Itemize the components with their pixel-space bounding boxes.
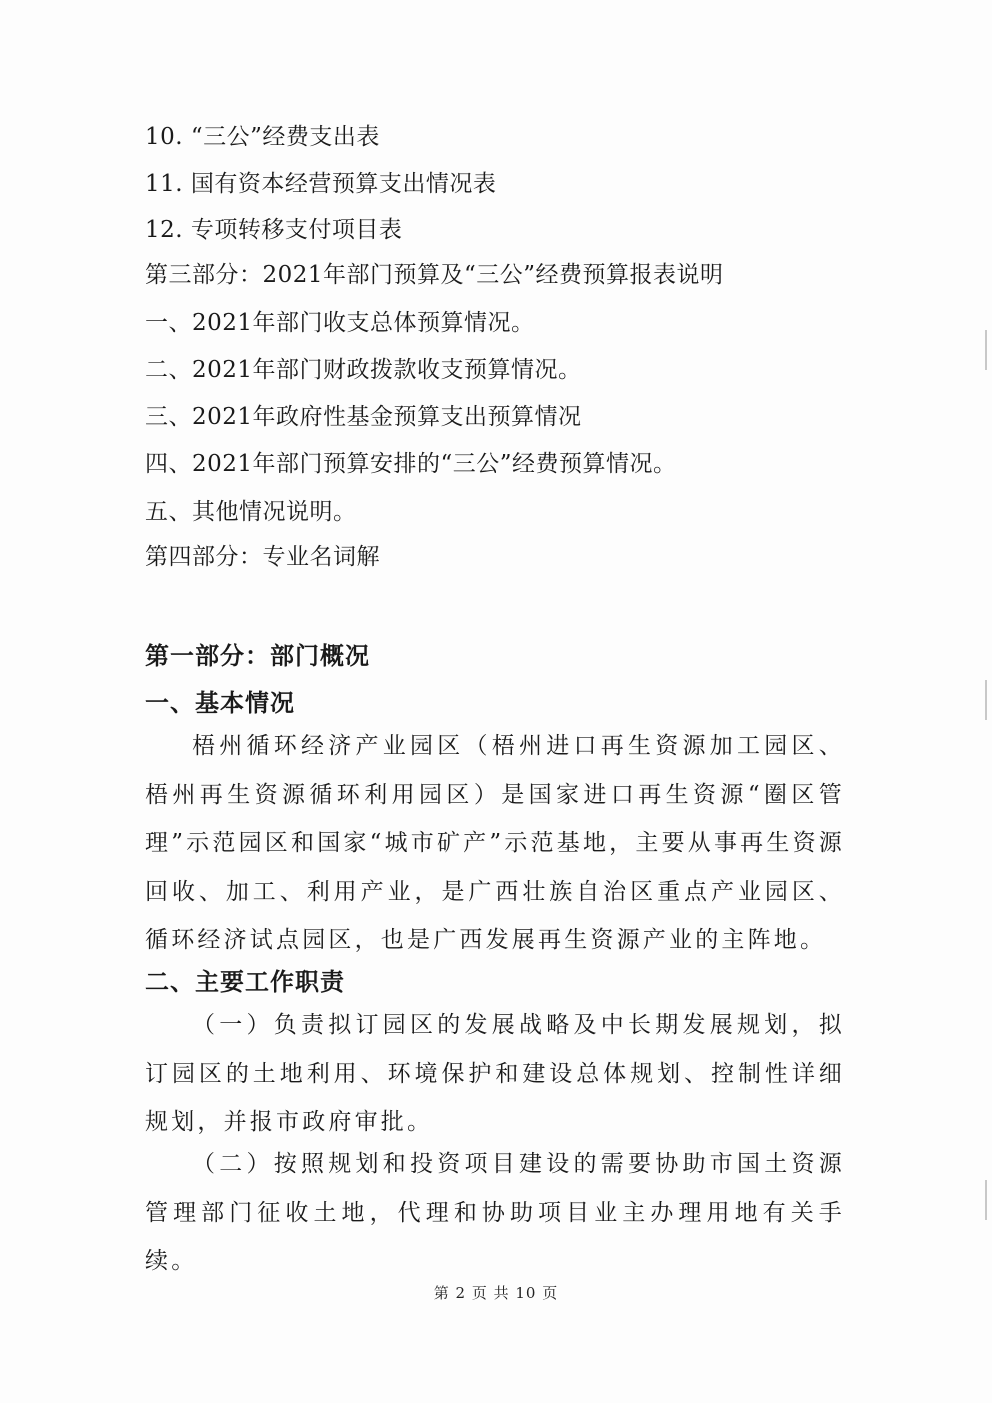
toc-part-3-item-2: 二、2021年部门财政拨款收支预算情况。 (145, 357, 582, 383)
toc-part-3: 第三部分：2021年部门预算及“三公”经费预算报表说明 (145, 262, 724, 288)
scan-edge-mark (985, 330, 987, 370)
section-title: 第一部分：部门概况 (145, 642, 370, 670)
subsection-title-duties: 二、主要工作职责 (145, 968, 345, 996)
subsection-title-basic: 一、基本情况 (145, 689, 295, 717)
duty-paragraph-2 (145, 1140, 845, 1286)
toc-item-10: 10. “三公”经费支出表 (145, 124, 380, 150)
scan-edge-mark (985, 1180, 987, 1220)
basic-info-paragraph (145, 722, 845, 965)
toc-item-12: 12. 专项转移支付项目表 (145, 217, 403, 243)
toc-part-3-item-3: 三、2021年政府性基金预算支出预算情况 (145, 404, 582, 430)
toc-part-3-item-4: 四、2021年部门预算安排的“三公”经费预算情况。 (145, 451, 677, 477)
page-number-footer: 第 2 页 共 10 页 (433, 1284, 559, 1302)
basic-info-text: 梧州循环经济产业园区（梧州进口再生资源加工园区、梧州再生资源循环利用园区）是国家进口再生资源“圈区管理”示范园区和国家“城市矿产”示范基地，主要从事再生资源回收、加工、利用产业，是广西壮族自治区重点产业园区、循环经济试点园区，也是广西发展再生资源产业的主阵地。 (145, 733, 845, 953)
toc-part-4: 第四部分：专业名词解 (145, 544, 380, 570)
toc-item-11: 11. 国有资本经营预算支出情况表 (145, 171, 497, 197)
duty-2-text: （二）按照规划和投资项目建设的需要协助市国土资源管理部门征收土地，代理和协助项目业主办理用地有关手续。 (145, 1151, 845, 1274)
duty-paragraph-1 (145, 1001, 845, 1147)
toc-part-3-item-5: 五、其他情况说明。 (145, 499, 357, 525)
scan-edge-mark (985, 680, 987, 720)
duty-1-text: （一）负责拟订园区的发展战略及中长期发展规划，拟订园区的土地利用、环境保护和建设总体规划、控制性详细规划，并报市政府审批。 (145, 1012, 845, 1135)
toc-part-3-item-1: 一、2021年部门收支总体预算情况。 (145, 310, 535, 336)
